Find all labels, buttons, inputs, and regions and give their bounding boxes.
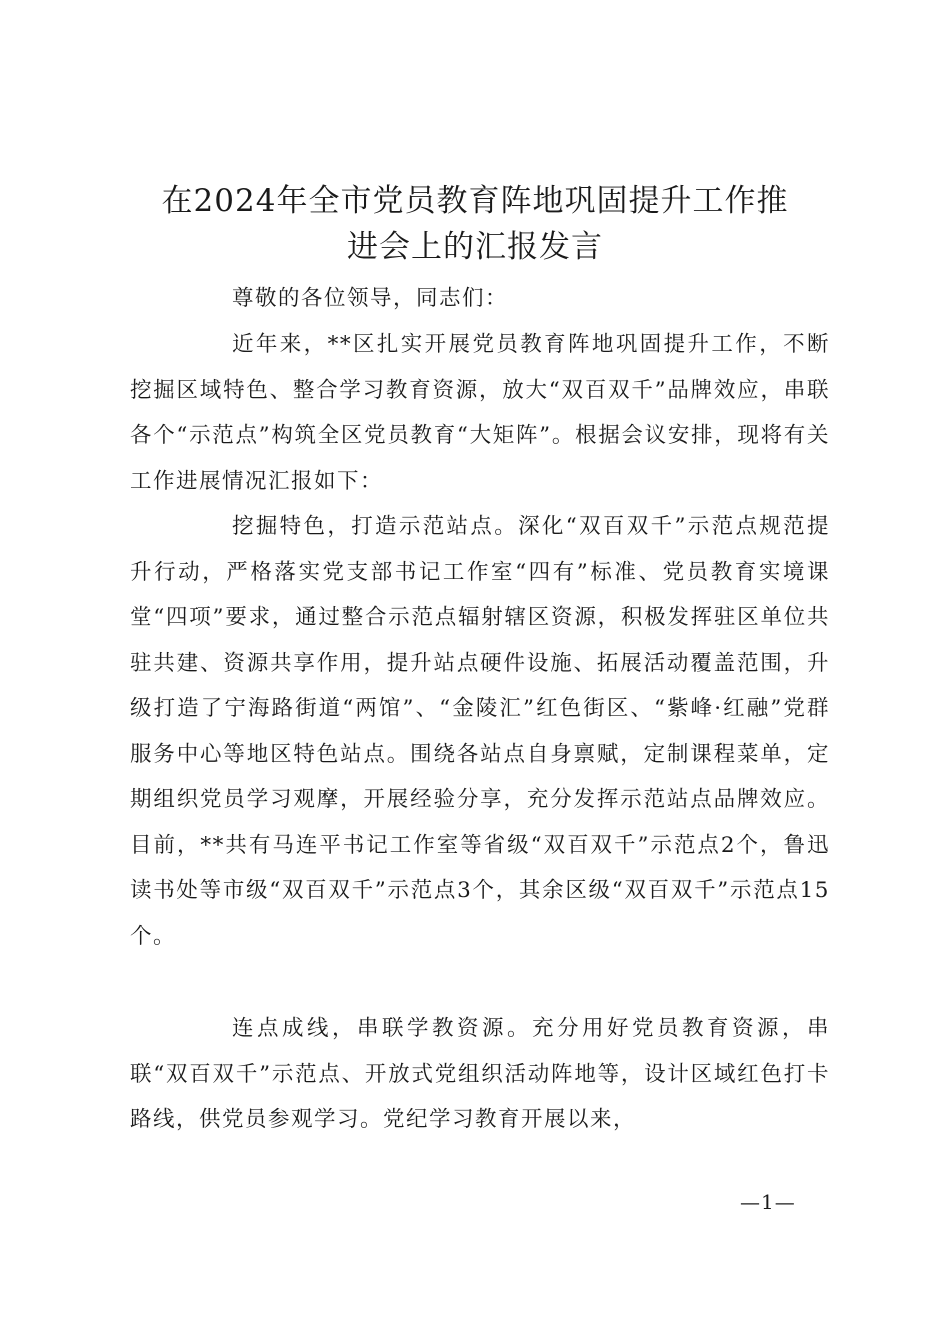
paragraph-feature-sites: 挖掘特色，打造示范站点。深化“双百双千”示范点规范提升行动，严格落实党支部书记工作室“四有”标准、党员教育实境课堂“四项”要求，通过整合示范点辐射辖区资源，积极发挥驻区单位共驻共建、资源共享作用，提升站点硬件设施、拓展活动覆盖范围，升级打造了宁海路街道“两馆”、“金陵汇”红色街区、“紫峰·红融”党群服务中心等地区特色站点。围绕各站点自身禀赋，定制课程菜单，定期组织党员学习观摩，开展经验分享，充分发挥示范站点品牌效应。目前，**共有马连平书记工作室等省级“双百双千”示范点2个，鲁迅读书处等市级“双百双千”示范点3个，其余区级“双百双千”示范点15个。 — [130, 514, 830, 949]
document-title-line-1: 在2024年全市党员教育阵地巩固提升工作推 — [161, 183, 789, 219]
page-number: —1— — [740, 1190, 796, 1214]
paragraph-intro: 近年来，**区扎实开展党员教育阵地巩固提升工作，不断挖掘区域特色、整合学习教育资源，放大“双百双千”品牌效应，串联各个“示范点”构筑全区党员教育“大矩阵”。根据会议安排，现将有关工作进展情况汇报如下： — [130, 332, 830, 494]
salutation: 尊敬的各位领导，同志们： — [232, 286, 509, 311]
document-title-line-2: 进会上的汇报发言 — [347, 229, 603, 265]
paragraph-connect-resources: 连点成线，串联学教资源。充分用好党员教育资源，串联“双百双千”示范点、开放式党组织活动阵地等，设计区域红色打卡路线，供党员参观学习。党纪学习教育开展以来， — [130, 1016, 830, 1132]
